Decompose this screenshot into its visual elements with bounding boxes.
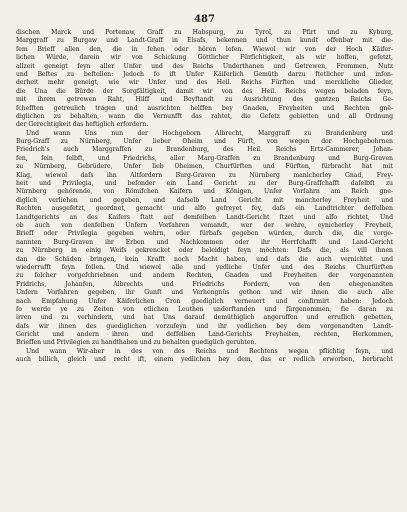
text-line: Gericht und andern ihren und deffelben Land-Gerichts Freyheiten, rechten, Herkommen, bbox=[16, 331, 393, 339]
text-line: Fridrichs, Johanfen, Albrechts und Friedrichs Fordern, von den ehegenandten bbox=[16, 280, 393, 288]
text-line: auch billich, gleich und recht ift, einem yedlichen bey dem, das er redlich erworben, herbracht bbox=[16, 356, 393, 364]
text-line: wiederrufft feyn follen. Und wiewol alle und yedliche Unfer und des Reichs Churfürften bbox=[16, 263, 393, 271]
text-line: die Una die Bürde der Sorgfältigkeit, damit wir von des Heil. Reichs wegen beladen feyn, bbox=[16, 87, 393, 95]
text-line: Friedrich's auch Marggraffen zu Brandenburg, des Heil. Reichs Ertz-Cammerer, Johan- bbox=[16, 146, 393, 154]
text-line: Und wann Wir-aber in des von des Reichs und Rechtens wegen pflichtig feyn, und bbox=[26, 347, 393, 355]
text-line: heit und Privilegia, und befonder ein Land Gericht zu der Burg-Graffchafft dafelbft zu bbox=[16, 180, 393, 188]
page-number: 487 bbox=[194, 14, 215, 25]
text-line: zu folcher vorgefchriebnen und andern Rechten, Gnaden und Freyheiten der vorgenannten bbox=[16, 272, 393, 280]
text-line: Und wann Uns nun der Hochgeborn Albrecht, Marggraff zu Brandenburg und bbox=[26, 129, 393, 137]
text-line: mit ihrem getrewen Raht, Hilff und Beyftandt zu Ausrichtung des gantzen Reichs Ge- bbox=[16, 96, 393, 104]
text-line: Klag, wiewol dafs ihn Altfordern Burg-Graven zu Nürnberg manicherley Gnad, Frey- bbox=[16, 171, 393, 179]
text-line: Brieff oder Privilegia gegeben wehrn, oder fürbafs gegeben würden, durch die, die vorge- bbox=[16, 230, 393, 238]
text-line: nach Empfahung Unfer Käiferlichen Cron guediglich verneuert und confirmirt haben: Jedoch bbox=[16, 297, 393, 305]
text-line: derheit mehr geneigt, wie wir Unfer und des Heil. Reichs Fürften und merckliche Glieder, bbox=[16, 79, 393, 87]
paragraph bbox=[16, 130, 393, 348]
body-text bbox=[16, 29, 393, 365]
text-line: Nürnberg gehörende, von Römifchen Kaifern und Königen, Unfer Vorfahrn am Reich gne- bbox=[16, 188, 393, 196]
text-line: diglich verliehen und gegeben, und dafselb Land Gericht mit mancherley Freyheit und bbox=[16, 196, 393, 204]
text-line: zu Nürnberg in einig Weifs gekrencket oder beleidigt feyn möchten: Dafs die, als vill ihnen bbox=[16, 247, 393, 255]
text-line: zu Nürnberg, Gebrüdere, Unfer lieb Oheimen, Churfürften und Fürften, fürbracht hat mit bbox=[16, 163, 393, 171]
text-line: ob auch von denfelben Unfern Vorfahren vemandt, wer der wehre, eynicherley Freyheit, bbox=[16, 221, 393, 229]
text-line: dafs wir ihnen des guediglichen vorzufeyn und ihr yedlichen bey dem vorgenandten Landt- bbox=[16, 322, 393, 330]
text-line: Landtgerichts an des Kaifers ftatt auf demfelben Landt-Gericht ftzet und alfo richtet, Und bbox=[16, 213, 393, 221]
text-line: Burg-Graff zu Nürnberg, Unfer lieber Oheim und Fürft, von wegen der Hochgebohrnen bbox=[16, 138, 393, 146]
text-line: und Beftes zu beftellen: Jedoch fo ift Unfer Käiferlich Gemüth darzu ftetlicher und infon- bbox=[16, 70, 393, 78]
text-line: irren und zu verhindern, und hat Uns darauf demüthiglich angeruffen und erruflich gebetten, bbox=[16, 314, 393, 322]
text-line: fchefften getreulich tragen und ausrichten helffen bey Gnaden, Freyheiten und Rechten gnë- bbox=[16, 104, 393, 112]
text-line: der Gerechtigkeit das heftiglich erfordern. bbox=[16, 121, 149, 129]
text-line: fen, fein felbft, und Friedrichs, aller Marg-Graffen zu Brandenburg und Burg-Graven bbox=[16, 154, 393, 162]
text-line: Rechten ausgefetzt, geordnet, gemacht und alfo gefreyet fey, dafs ein Landtrichter deffelben bbox=[16, 205, 393, 213]
text-line: dan die Schäden bringen, kein Krafft noch Macht haben, und dafs die auch vernichtet und bbox=[16, 255, 393, 263]
text-line: allzeit geneigt feyn aller Unfer und des Reichs Underthanen und Getrewen, Frommen, Nutz bbox=[16, 62, 393, 70]
text-line: fo werde ye zu Zeiten von etlichen Leuthen underftanden und fürgenommen, fie daran zu bbox=[16, 305, 393, 313]
text-line: Unfern Vorfahren gegeben, ihr Gunft und Verhengnüs gethon und wir ihnen die auch alle bbox=[16, 289, 393, 297]
paragraph bbox=[16, 348, 393, 365]
text-line: fem Brieff allen den, die in fehen oder hören lefen. Wiewol wir von der Hoch Käifer- bbox=[16, 45, 393, 53]
text-line: lichen Würde, darein wir von Schickung Göttlicher Fürfichtigkeit, als wir hoffen, gefetzt, bbox=[16, 54, 393, 62]
text-line: Marggraff zu Burgaw und Landt-Graff in Elsafs, bekennen und thun kundt offenbar mit die- bbox=[16, 37, 393, 45]
paragraph bbox=[16, 29, 393, 130]
text-line: dischen Marck und Portenaw, Graff zu Habspurg, zu Tyrol, zu Pfirt und zu Kyburg, bbox=[16, 29, 393, 36]
text-line: diglichen zu behalten, wann die Vernunfft das rahtet, die Gefetz gebietten und all Ordnung bbox=[16, 112, 393, 120]
text-line: nannten Burg-Graven ihr Erben und Nachkommen oder ihr Herrfchafft und Land-Gericht bbox=[16, 238, 393, 246]
text-line: Brieffen und Privilegien zu handthaben und zu behalten guediglich geruhten. bbox=[16, 339, 257, 347]
